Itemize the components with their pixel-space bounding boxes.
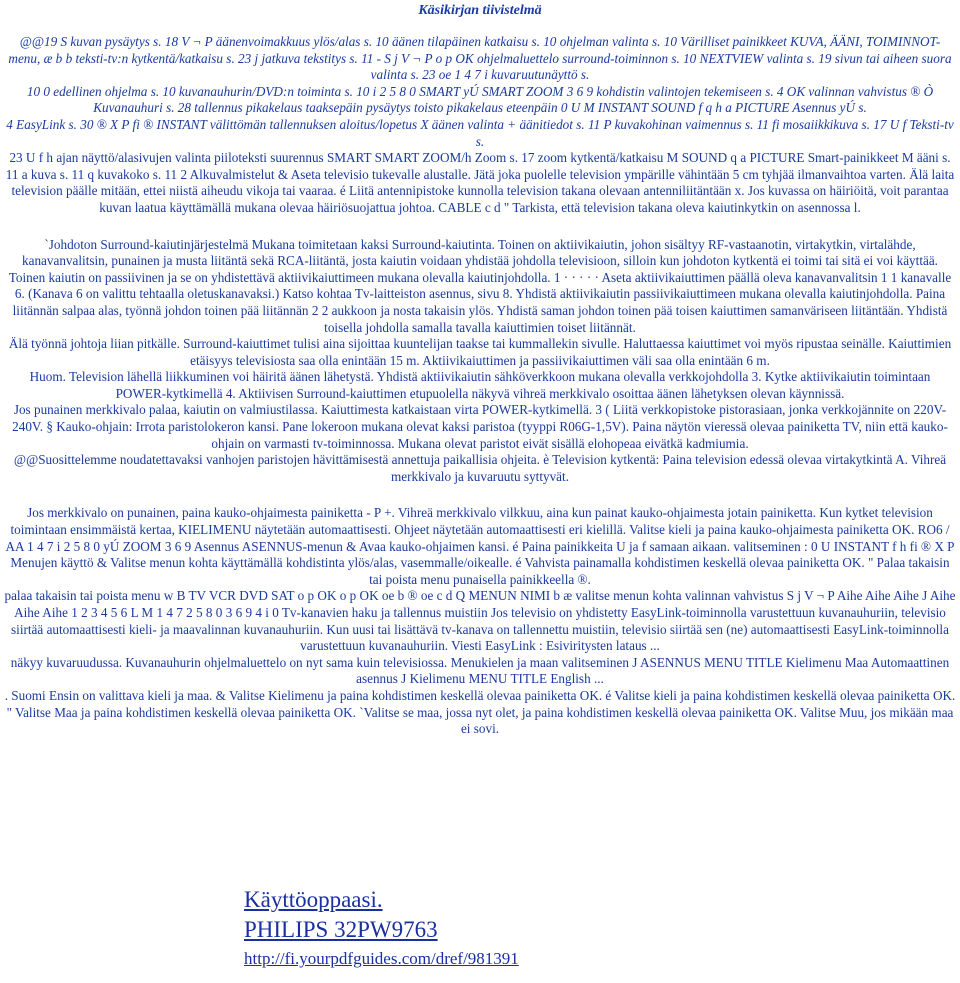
section-menus xyxy=(0,505,960,737)
body-paragraph: `Johdoton Surround-kaiutinjärjestelmä Mukana toimitetaan kaksi Surround-kaiutinta. Toinen on aktiivikaiutin, johon sisältyy RF-vastaanotin, virtakytkin, virtalähde, kanavanvalitsin, punainen ja musta liitäntä sekä RCA-liitäntä, josta kaiutin voidaan yhdistää johdolla televisioon, silloin kun johdoton kytkentä ei toimi tai sitä ei voi käyttää. Toinen kaiutin on passiivinen ja se on yhdistettävä aktiivikaiuttimeen mukana olevalla kaiutinjohdolla. 1 · · · · · Aseta aktiivikaiuttimen päällä oleva kanavanvalitsin 1 1 kanavalle 6. (Kanava 6 on valittu tehtaalla oletuskanavaksi.) Katso kohtaa Tv-laitteiston asennus, sivu 8. Yhdistä aktiivikaiutin passiivikaiuttimeen mukana olevalla kaiutinjohdolla. Paina liitännän salpaa alas, työnnä johdon toinen pää liitännän 2 2 aukkoon ja nosta takaisin ylös. Yhdistä saman johdon toinen pää toisen kaiuttimen samanväriseen liitäntään. Yhdistä toisella johdolla samalla tavalla kaiuttimien toiset liitännät. xyxy=(8,236,952,335)
page-title: Käsikirjan tiivistelmä xyxy=(418,3,542,18)
footer-links xyxy=(244,885,519,971)
body-paragraph: Jos punainen merkkivalo palaa, kaiutin on valmiustilassa. Kaiuttimesta katkaistaan virta POWER-kytkimellä. 3 ( Liitä verkkopistoke pistorasiaan, jonka verkkojännite on 220V-240V. § Kauko-ohjain: Irrota paristolokeron kansi. Pane lokeroon mukana olevat kaksi paristoa (tyyppi R06G-1,5V). Paina näytön vieressä olevaa painiketta TV, niin että kauko-ohjain on varmasti tv-toiminnossa. Mukana olevat paristot eivät sisällä elohopeaa eivätkä kadmiumia. xyxy=(12,402,948,451)
summary-paragraph: 10 0 edellinen ohjelma s. 10 kuvanauhurin/DVD:n toiminta s. 10 i 2 5 8 0 SMART yÚ SMART ZOOM 3 6 9 kohdistin valintojen tekemiseen s. 4 OK valinnan vahvistus ® Ò Kuvanauhuri s. 28 tallennus pikakelaus taaksepäin pysäytys toisto pikakelaus eteenpäin 0 U M INSTANT SOUND f q h a PICTURE Asennus yÚ s. xyxy=(26,83,934,116)
body-paragraph: näkyy kuvaruudussa. Kuvanauhurin ohjelmaluettelo on nyt sama kuin televisiossa. Menukielen ja maan valitseminen J ASENNUS MENU TITLE Kielimenu Maa Automaattinen asennus J Kielimenu MENU TITLE English ... xyxy=(10,654,950,687)
body-paragraph: palaa takaisin tai poista menu w B TV VCR DVD SAT o p OK o p OK oe b ® oe c d Q MENUN NIMI b æ valitse menun kohta valinnan vahvistus S j V ¬ P Aihe Aihe Aihe J Aihe Aihe Aihe 1 2 3 4 5 6 L M 1 4 7 2 5 8 0 3 6 9 4 i 0 Tv-kanavien haku ja tallennus muistiin Jos televisio on yhdistetty EasyLink-toiminnolla varustettuun kuvanauhuriin, televisio siirtää automaattisesti kieli- ja maavalinnan kuvanauhuriin. Kun uusi tai lisättävä tv-kanava on tallennettu muistiin, televisio siirtää sen (ne) automaattisesti EasyLink-toiminnolla varustettuun kuvanauhuriin. Viesti EasyLink : Esiviritysten lataus ... xyxy=(4,588,956,654)
body-paragraph: Älä työnnä johtoja liian pitkälle. Surround-kaiuttimet tulisi aina sijoittaa kuuntelijan taakse tai kummallekin sivulle. Haluttaessa kaiuttimet voi myös ripustaa seinälle. Kaiuttimien etäisyys televisiosta saa olla enintään 15 m. Aktiivikaiuttimen ja passiivikaiuttimen väli saa olla enintään 6 m. xyxy=(8,336,952,368)
section-preparation xyxy=(0,150,960,216)
body-paragraph: . Suomi Ensin on valittava kieli ja maa. & Valitse Kielimenu ja paina kohdistimen keskellä olevaa painiketta OK. é Valitse kieli ja paina kohdistimen keskellä olevaa painiketta OK. " Valitse Maa ja paina kohdistimen keskellä olevaa painiketta OK. `Valitse se maa, jossa nyt olet, ja paina kohdistimen keskellä olevaa painiketta OK. Valitse Muu, jos mikään maa ei sovi. xyxy=(4,687,956,737)
body-paragraph: @@Suosittelemme noudatettavaksi vanhojen paristojen hävittämisestä annettuja paikallisia ohjeita. è Television kytkentä: Paina television edessä olevaa virtakytkintä A. Vihreä merkkivalo ja kuvaruutu syttyvät. xyxy=(13,452,947,484)
body-paragraph: Huom. Television lähellä liikkuminen voi häiritä äänen lähetystä. Yhdistä aktiivikaiutin sähköverkkoon mukana olevalla verkkojohdolla 3. Kytke aktiivikaiutin toimintaan POWER-kytkimellä 4. Aktiivisen Surround-kaiuttimen etupuolella näkyvä vihreä merkkivalo osoittaa äänen lähetyksen olevan käynnissä. xyxy=(29,369,931,401)
summary-paragraph: @@19 S kuvan pysäytys s. 18 V ¬ P äänenvoimakkuus ylös/alas s. 10 äänen tilapäinen katkaisu s. 10 ohjelman valinta s. 10 Värilliset painikkeet KUVA, ÄÄNI, TOIMINNOT-menu, æ b b teksti-tv:n kytkentä/katkaisu s. 23 j jatkuva tekstitys s. 11 - S j V ¬ P o p OK ohjelmaluettelo surround-toiminnon s. 10 NEXTVIEW valinta s. 19 sivun tai aiheen suora valinta s. 23 oe 1 4 7 i kuvaruutunäyttö s. xyxy=(8,34,952,83)
section-remote-summary xyxy=(0,34,960,150)
body-paragraph: Jos merkkivalo on punainen, paina kauko-ohjaimesta painiketta - P +. Vihreä merkkivalo vilkkuu, aina kun painat kauko-ohjaimesta jotain painiketta. Kun kytket television toimintaan ensimmäistä kertaa, KIELIMENU näytetään automaattisesti. Ohjeet näytetään automaattisesti eri kielillä. Valitse kieli ja paina kauko-ohjaimesta painiketta OK. RO6 / AA 1 4 7 i 2 5 8 0 yÚ ZOOM 3 6 9 Asennus ASENNUS-menun & Avaa kauko-ohjaimen kansi. é Paina painikkeita U ja f samaan aikaan. valitseminen : 0 U INSTANT f h fi ® X P Menujen käyttö & Valitse menun kohta käyttämällä kohdistinta ylös/alas, vasemmalle/oikealle. é Vahvista painamalla kohdistimen keskellä olevaa painiketta OK. " Palaa takaisin tai poista menu punaisella painikkeella ®. xyxy=(5,505,955,587)
manual-link[interactable]: Käyttöoppaasi. xyxy=(244,887,383,912)
section-surround xyxy=(0,237,960,486)
summary-paragraph: 4 EasyLink s. 30 ® X P fi ® INSTANT välittömän tallennuksen aloitus/lopetus X äänen valinta + äänitiedot s. 11 P kuvakohinan vaimennus s. 11 fi mosaiikkikuva s. 17 U f Teksti-tv s. xyxy=(6,116,954,149)
model-link[interactable]: PHILIPS 32PW9763 xyxy=(244,917,438,942)
url-link[interactable]: http://fi.yourpdfguides.com/dref/981391 xyxy=(244,949,519,968)
body-paragraph: 23 U f h ajan näyttö/alasivujen valinta piiloteksti suurennus SMART SMART ZOOM/h Zoom s. 17 zoom kytkentä/katkaisu M SOUND q a PICTURE Smart-painikkeet M ääni s. 11 a kuva s. 11 q kuvakoko s. 11 2 Alkuvalmistelut & Aseta televisio tukevalle alustalle. Jätä joka puolelle television ympärille vähintään 5 cm tyhjää ilmanvaihtoa varten. Älä laita television päälle mitään, ettei niistä aiheudu vikoja tai vaaraa. é Liitä antennipistoke kunnolla television takana olevaan antenniliitäntään x. Jos kuvassa on häiriöitä, voit parantaa kuvan laatua käyttämällä mukana olevaa häiriösuojattua johtoa. CABLE c d " Tarkista, että television takana oleva kaiutinkytkin on asennossa l. xyxy=(5,150,955,215)
